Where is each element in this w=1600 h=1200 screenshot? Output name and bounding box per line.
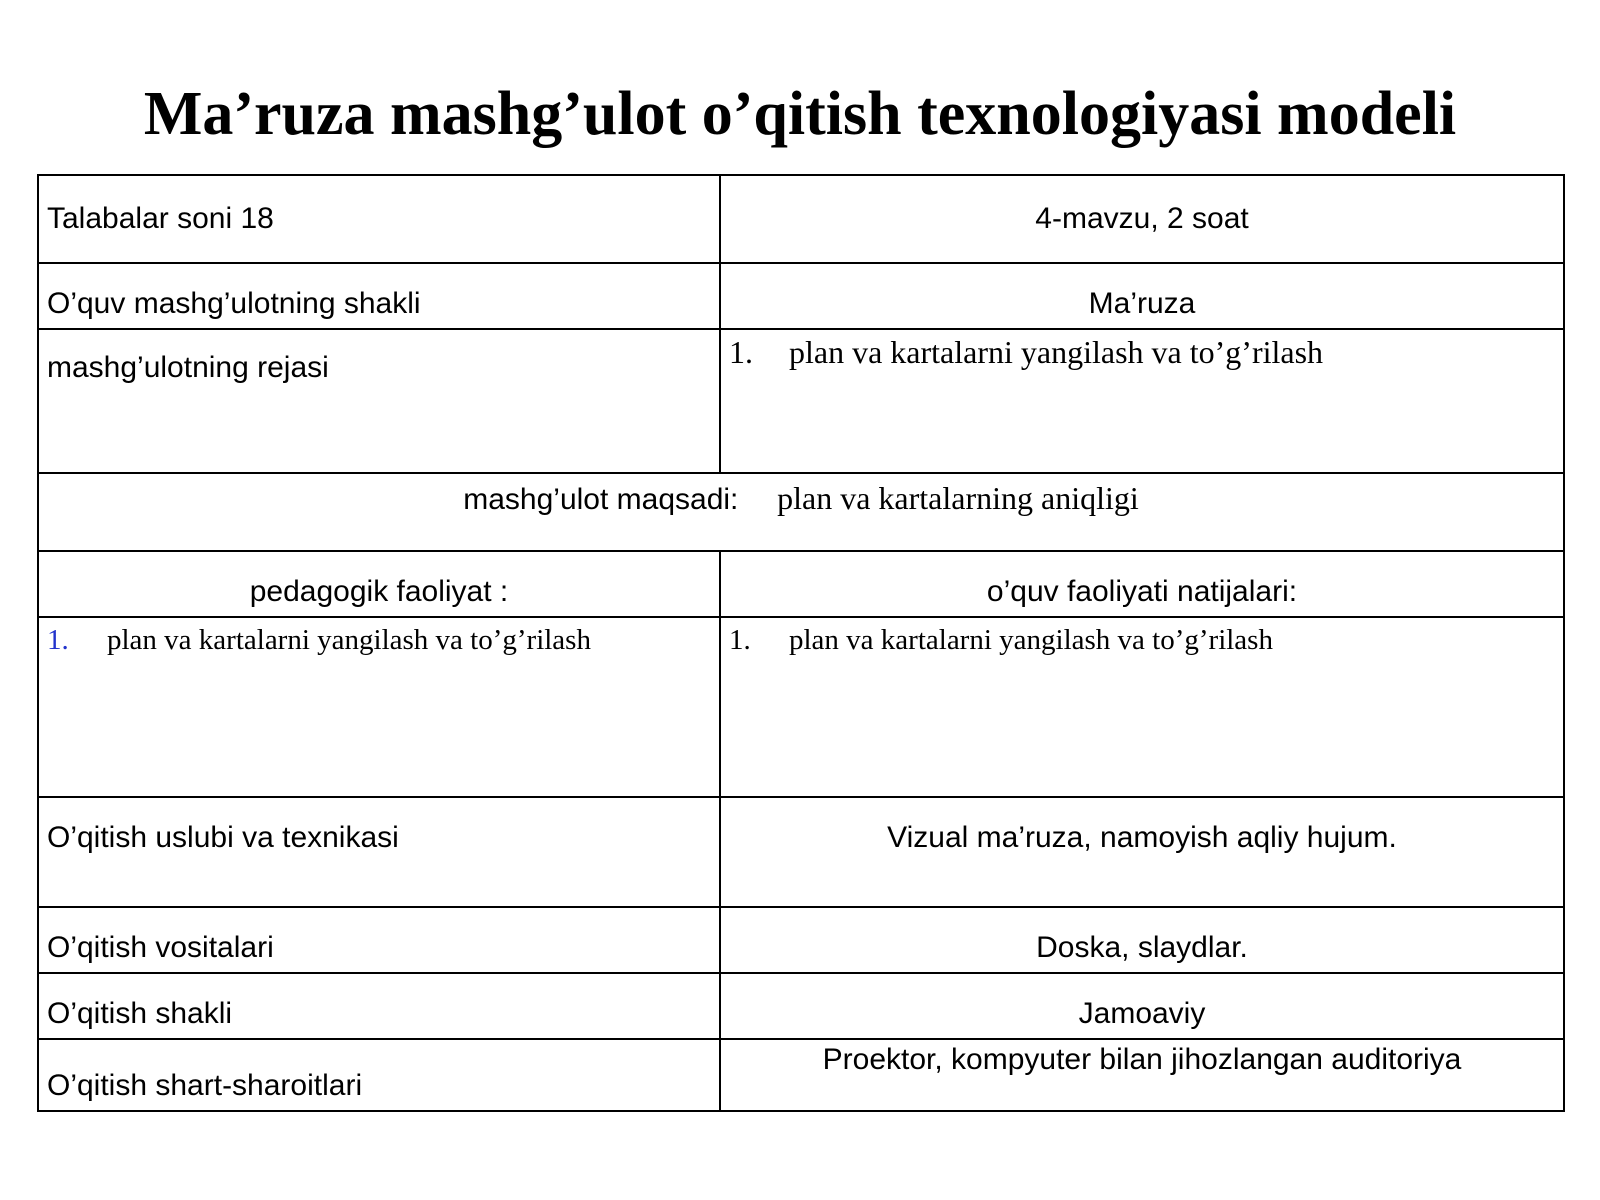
lesson-form-label: O’quv mashg’ulotning shakli — [38, 263, 720, 329]
learning-results-header: o’quv faoliyati natijalari: — [720, 551, 1564, 617]
list-item-text: plan va kartalarni yangilash va to’g’rilash — [789, 624, 1273, 656]
table-row — [38, 175, 1564, 263]
list-item-text: plan va kartalarni yangilash va to’g’rilash — [789, 334, 1324, 370]
conditions-value: Proektor, kompyuter bilan jihozlangan auditoriya — [720, 1039, 1564, 1111]
lesson-plan-label: mashg’ulotning rejasi — [38, 329, 720, 473]
list-item-text: plan va kartalarni yangilash va to’g’rilash — [107, 624, 591, 656]
lesson-goal-text: plan va kartalarning aniqligi — [777, 480, 1139, 516]
pedagogical-activity-header: pedagogik faoliyat : — [38, 551, 720, 617]
list-item-number: 1. — [47, 624, 69, 656]
conditions-label: O’qitish shart-sharoitlari — [38, 1039, 720, 1111]
method-label: O’qitish uslubi va texnikasi — [38, 797, 720, 907]
lesson-goal-label: mashg’ulot maqsadi: — [463, 483, 739, 516]
learning-results-cell — [720, 617, 1564, 797]
students-count-label: Talabalar soni 18 — [38, 175, 720, 263]
method-value: Vizual ma’ruza, namoyish aqliy hujum. — [720, 797, 1564, 907]
table-row — [38, 551, 1564, 617]
list-item-number: 1. — [729, 334, 753, 370]
table-row — [38, 473, 1564, 551]
table-row — [38, 973, 1564, 1039]
teaching-form-label: O’qitish shakli — [38, 973, 720, 1039]
table-row — [38, 263, 1564, 329]
page-title: Ma’ruza mashg’ulot o’qitish texnologiyasi modeli — [143, 80, 1457, 148]
teaching-form-value: Jamoaviy — [720, 973, 1564, 1039]
table-row — [38, 907, 1564, 973]
table-row — [38, 797, 1564, 907]
pedagogical-activity-cell — [38, 617, 720, 797]
topic-hours-value: 4-mavzu, 2 soat — [720, 175, 1564, 263]
table-row — [38, 329, 1564, 473]
lesson-form-value: Ma’ruza — [720, 263, 1564, 329]
lesson-plan-table — [37, 174, 1565, 1112]
tools-label: O’qitish vositalari — [38, 907, 720, 973]
table-row — [38, 617, 1564, 797]
list-item — [47, 622, 711, 658]
lesson-plan-cell — [720, 329, 1564, 473]
list-item — [729, 334, 1555, 370]
list-item-number: 1. — [729, 624, 751, 656]
lesson-goal-cell — [38, 473, 1564, 551]
table-row — [38, 1039, 1564, 1111]
tools-value: Doska, slaydlar. — [720, 907, 1564, 973]
list-item — [729, 622, 1555, 658]
